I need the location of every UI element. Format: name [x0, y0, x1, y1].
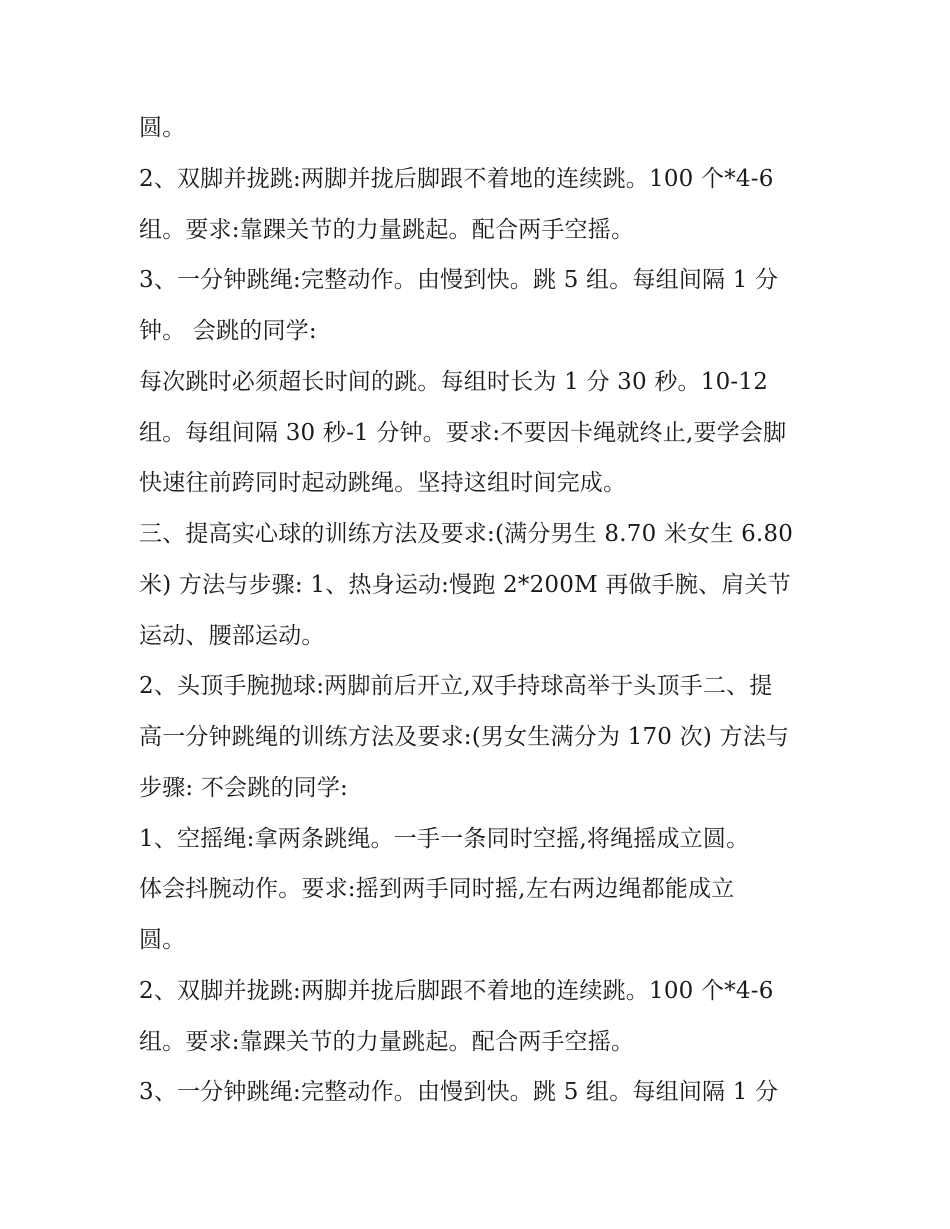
text-line: 2、双脚并拢跳:两脚并拢后脚跟不着地的连续跳。100 个*4-6 [139, 977, 774, 1004]
text-line: 圆。 [139, 115, 186, 141]
text-line: 2、头顶手腕抛球:两脚前后开立,双手持球高举于头顶手二、提 [139, 673, 773, 700]
text-line: 体会抖腕动作。要求:摇到两手同时摇,左右两边绳都能成立 [139, 876, 735, 903]
text-line: 运动、腰部运动。 [139, 622, 325, 649]
text-line: 3、一分钟跳绳:完整动作。由慢到快。跳 5 组。每组间隔 1 分 [139, 267, 779, 294]
text-line: 3、一分钟跳绳:完整动作。由慢到快。跳 5 组。每组间隔 1 分 [139, 1079, 779, 1106]
text-line: 钟。 会跳的同学: [139, 318, 317, 344]
text-line: 步骤: 不会跳的同学: [139, 774, 349, 801]
text-line: 组。每组间隔 30 秒-1 分钟。要求:不要因卡绳就终止,要学会脚 [139, 419, 787, 446]
text-line: 组。要求:靠踝关节的力量跳起。配合两手空摇。 [139, 216, 635, 243]
text-line: 高一分钟跳绳的训练方法及要求:(男女生满分为 170 次) 方法与 [139, 724, 790, 750]
body-text [139, 108, 829, 1123]
text-line: 米) 方法与步骤: 1、热身运动:慢跑 2*200M 再做手腕、肩关节 [139, 571, 791, 598]
text-line: 组。要求:靠踝关节的力量跳起。配合两手空摇。 [139, 1028, 635, 1055]
text-line: 1、空摇绳:拿两条跳绳。一手一条同时空摇,将绳摇成立圆。 [139, 825, 750, 852]
text-line: 圆。 [139, 927, 186, 953]
text-line: 每次跳时必须超长时间的跳。每组时长为 1 分 30 秒。10-12 [139, 368, 769, 395]
text-line: 2、双脚并拢跳:两脚并拢后脚跟不着地的连续跳。100 个*4-6 [139, 165, 774, 192]
text-line: 三、提高实心球的训练方法及要求:(满分男生 8.70 米女生 6.80 [139, 521, 794, 547]
text-line: 快速往前跨同时起动跳绳。坚持这组时间完成。 [139, 470, 627, 497]
